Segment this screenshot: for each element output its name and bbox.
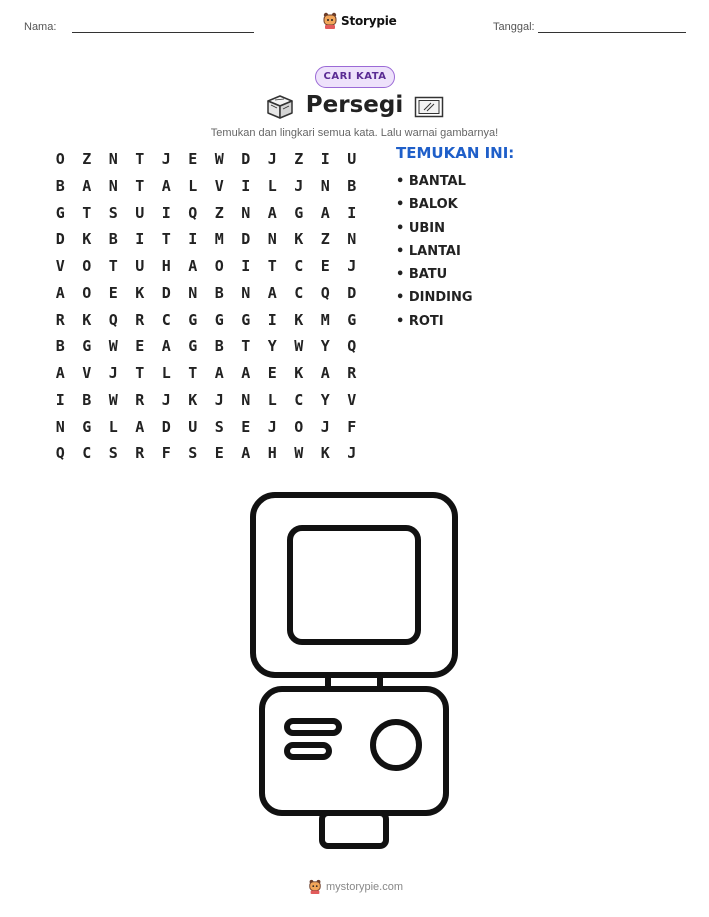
grid-letter: J — [108, 364, 118, 382]
grid-letter: B — [82, 390, 92, 409]
grid-letter: L — [108, 417, 118, 436]
grid-letter: V — [82, 364, 92, 382]
grid-letter: I — [135, 230, 145, 249]
square-camera-device-illustration — [248, 490, 460, 856]
instructions: Temukan dan lingkari semua kata. Lalu warnai gambarnya! — [210, 127, 499, 139]
brand-logo — [322, 12, 397, 30]
lens — [373, 722, 419, 768]
grid-letter: A — [320, 203, 330, 222]
grid-letter: J — [161, 390, 171, 409]
word-list-item: • LANTAI — [396, 240, 473, 263]
grid-letter: Y — [267, 337, 277, 356]
grid-letter: T — [82, 203, 92, 222]
grid-letter: D — [241, 230, 251, 249]
grid-letter: U — [135, 203, 145, 222]
grid-letter: V — [347, 390, 357, 409]
grid-letter: I — [320, 150, 330, 168]
category-badge: CARI KATA — [315, 66, 395, 88]
grid-letter: C — [294, 390, 304, 409]
grid-letter: U — [188, 417, 198, 436]
grid-letter: R — [135, 310, 145, 329]
grid-letter: E — [267, 364, 277, 382]
grid-letter: Y — [320, 337, 330, 356]
grid-letter: J — [320, 417, 330, 436]
grid-letter: W — [108, 390, 118, 409]
grid-letter: G — [82, 417, 92, 436]
grid-letter: U — [347, 150, 357, 168]
grid-letter: H — [267, 444, 277, 463]
grid-letter: K — [82, 230, 92, 249]
grid-letter: I — [161, 203, 171, 222]
grid-letter: T — [188, 364, 198, 382]
word-list-item: • ROTI — [396, 310, 473, 333]
grid-letter: O — [82, 257, 92, 275]
grid-letter: G — [241, 310, 251, 329]
grid-letter: J — [161, 150, 171, 168]
grid-letter: R — [135, 390, 145, 409]
grid-letter: T — [241, 337, 251, 356]
grid-letter: D — [161, 283, 171, 302]
grid-letter: T — [135, 176, 145, 195]
grid-letter: B — [108, 230, 118, 249]
grid-letter: N — [188, 283, 198, 302]
grid-letter: N — [55, 417, 65, 436]
grid-letter: V — [214, 176, 224, 195]
grid-letter: O — [214, 257, 224, 275]
grid-letter: Z — [214, 203, 224, 222]
screen — [290, 528, 418, 642]
grid-letter: A — [320, 364, 330, 382]
grid-letter: Q — [108, 310, 118, 329]
grid-letter: Z — [82, 150, 92, 168]
grid-letter: E — [214, 444, 224, 463]
grid-letter: K — [188, 390, 198, 409]
word-list-item: • UBIN — [396, 217, 473, 240]
grid-letter: L — [161, 364, 171, 382]
grid-letter: C — [294, 283, 304, 302]
footer-url: mystorypie.com — [326, 881, 404, 893]
grid-letter: L — [188, 176, 198, 195]
grid-letter: E — [241, 417, 251, 436]
grid-letter: Y — [320, 390, 330, 409]
grid-letter: E — [188, 150, 198, 168]
grid-letter: J — [347, 257, 357, 275]
grid-letter: O — [294, 417, 304, 436]
grid-letter: I — [267, 310, 277, 329]
grid-letter: B — [55, 176, 65, 195]
grid-letter: E — [108, 283, 118, 302]
word-list-item: • BANTAL — [396, 170, 473, 193]
grid-letter: J — [267, 150, 277, 168]
grid-letter: R — [135, 444, 145, 463]
grid-letter: B — [55, 337, 65, 356]
date-label: Tanggal: — [493, 21, 535, 33]
slot-top — [287, 721, 339, 733]
grid-letter: A — [55, 283, 65, 302]
grid-letter: H — [161, 257, 171, 275]
grid-letter: C — [82, 444, 92, 463]
grid-letter: A — [241, 364, 251, 382]
grid-letter: G — [82, 337, 92, 356]
grid-letter: K — [82, 310, 92, 329]
grid-letter: A — [161, 176, 171, 195]
grid-letter: Q — [347, 337, 357, 356]
grid-letter: F — [161, 444, 171, 463]
grid-letter: C — [294, 257, 304, 275]
grid-letter: A — [214, 364, 224, 382]
grid-letter: R — [55, 310, 65, 329]
grid-letter: S — [214, 417, 224, 436]
grid-letter: W — [108, 337, 118, 356]
grid-letter: O — [82, 283, 92, 302]
grid-letter: A — [267, 283, 277, 302]
word-list-heading: TEMUKAN INI: — [396, 144, 515, 162]
page-title: Persegi — [305, 92, 404, 118]
grid-letter: G — [188, 310, 198, 329]
grid-letter: N — [267, 230, 277, 249]
name-label: Nama: — [24, 21, 57, 33]
footer — [308, 879, 403, 895]
grid-letter: G — [294, 203, 304, 222]
storypie-mascot-icon — [308, 879, 322, 895]
grid-letter: R — [347, 364, 357, 382]
grid-letter: W — [214, 150, 224, 168]
grid-letter: K — [294, 364, 304, 382]
grid-letter: D — [161, 417, 171, 436]
grid-letter: N — [108, 176, 118, 195]
grid-letter: T — [108, 257, 118, 275]
grid-letter: A — [267, 203, 277, 222]
grid-letter: Z — [320, 230, 330, 249]
grid-letter: G — [347, 310, 357, 329]
grid-letter: S — [188, 444, 198, 463]
name-line — [72, 32, 254, 33]
grid-letter: C — [161, 310, 171, 329]
grid-letter: J — [294, 176, 304, 195]
grid-letter: T — [135, 364, 145, 382]
slot-bottom — [287, 745, 329, 757]
grid-letter: I — [347, 203, 357, 222]
grid-letter: K — [294, 230, 304, 249]
grid-letter: E — [135, 337, 145, 356]
grid-letter: N — [241, 203, 251, 222]
grid-letter: J — [214, 390, 224, 409]
grid-letter: N — [347, 230, 357, 249]
grid-letter: K — [135, 283, 145, 302]
grid-letter: I — [188, 230, 198, 249]
grid-letter: F — [347, 417, 357, 436]
picture-frame-icon — [414, 96, 444, 118]
grid-letter: N — [241, 390, 251, 409]
grid-letter: A — [161, 337, 171, 356]
grid-letter: S — [108, 203, 118, 222]
grid-letter: B — [214, 337, 224, 356]
grid-letter: T — [161, 230, 171, 249]
grid-letter: V — [55, 257, 65, 275]
grid-letter: D — [55, 230, 65, 249]
grid-letter: D — [347, 283, 357, 302]
word-list-item: • BALOK — [396, 193, 473, 216]
grid-letter: Q — [320, 283, 330, 302]
date-line — [538, 32, 686, 33]
grid-letter: A — [55, 364, 65, 382]
grid-letter: W — [294, 444, 304, 463]
grid-letter: N — [320, 176, 330, 195]
grid-letter: S — [108, 444, 118, 463]
storypie-mascot-icon — [322, 12, 338, 30]
grid-letter: I — [241, 176, 251, 195]
grid-letter: Q — [188, 203, 198, 222]
word-list — [396, 170, 473, 333]
grid-letter: D — [241, 150, 251, 168]
grid-letter: Z — [294, 150, 304, 168]
brand-name: Storypie — [341, 14, 397, 28]
grid-letter: E — [320, 257, 330, 275]
grid-letter: O — [55, 150, 65, 168]
grid-letter: U — [135, 257, 145, 275]
grid-letter: N — [108, 150, 118, 168]
grid-letter: K — [294, 310, 304, 329]
grid-letter: M — [214, 230, 224, 249]
grid-letter: B — [347, 176, 357, 195]
grid-letter: W — [294, 337, 304, 356]
grid-letter: I — [241, 257, 251, 275]
word-list-item: • DINDING — [396, 286, 473, 309]
grid-letter: Q — [55, 444, 65, 463]
grid-letter: B — [214, 283, 224, 302]
grid-letter: J — [347, 444, 357, 463]
grid-letter: K — [320, 444, 330, 463]
grid-letter: I — [55, 390, 65, 409]
stand — [322, 813, 386, 846]
grid-letter: G — [55, 203, 65, 222]
word-list-item: • BATU — [396, 263, 473, 286]
grid-letter: L — [267, 176, 277, 195]
grid-letter: G — [214, 310, 224, 329]
grid-letter: G — [188, 337, 198, 356]
grid-letter: A — [188, 257, 198, 275]
grid-letter: M — [320, 310, 330, 329]
grid-letter: A — [241, 444, 251, 463]
word-search-grid — [47, 146, 365, 467]
grid-letter: T — [135, 150, 145, 168]
grid-letter: A — [135, 417, 145, 436]
grid-letter: L — [267, 390, 277, 409]
grid-letter: A — [82, 176, 92, 195]
grid-letter: T — [267, 257, 277, 275]
grid-letter: N — [241, 283, 251, 302]
grid-letter: J — [267, 417, 277, 436]
